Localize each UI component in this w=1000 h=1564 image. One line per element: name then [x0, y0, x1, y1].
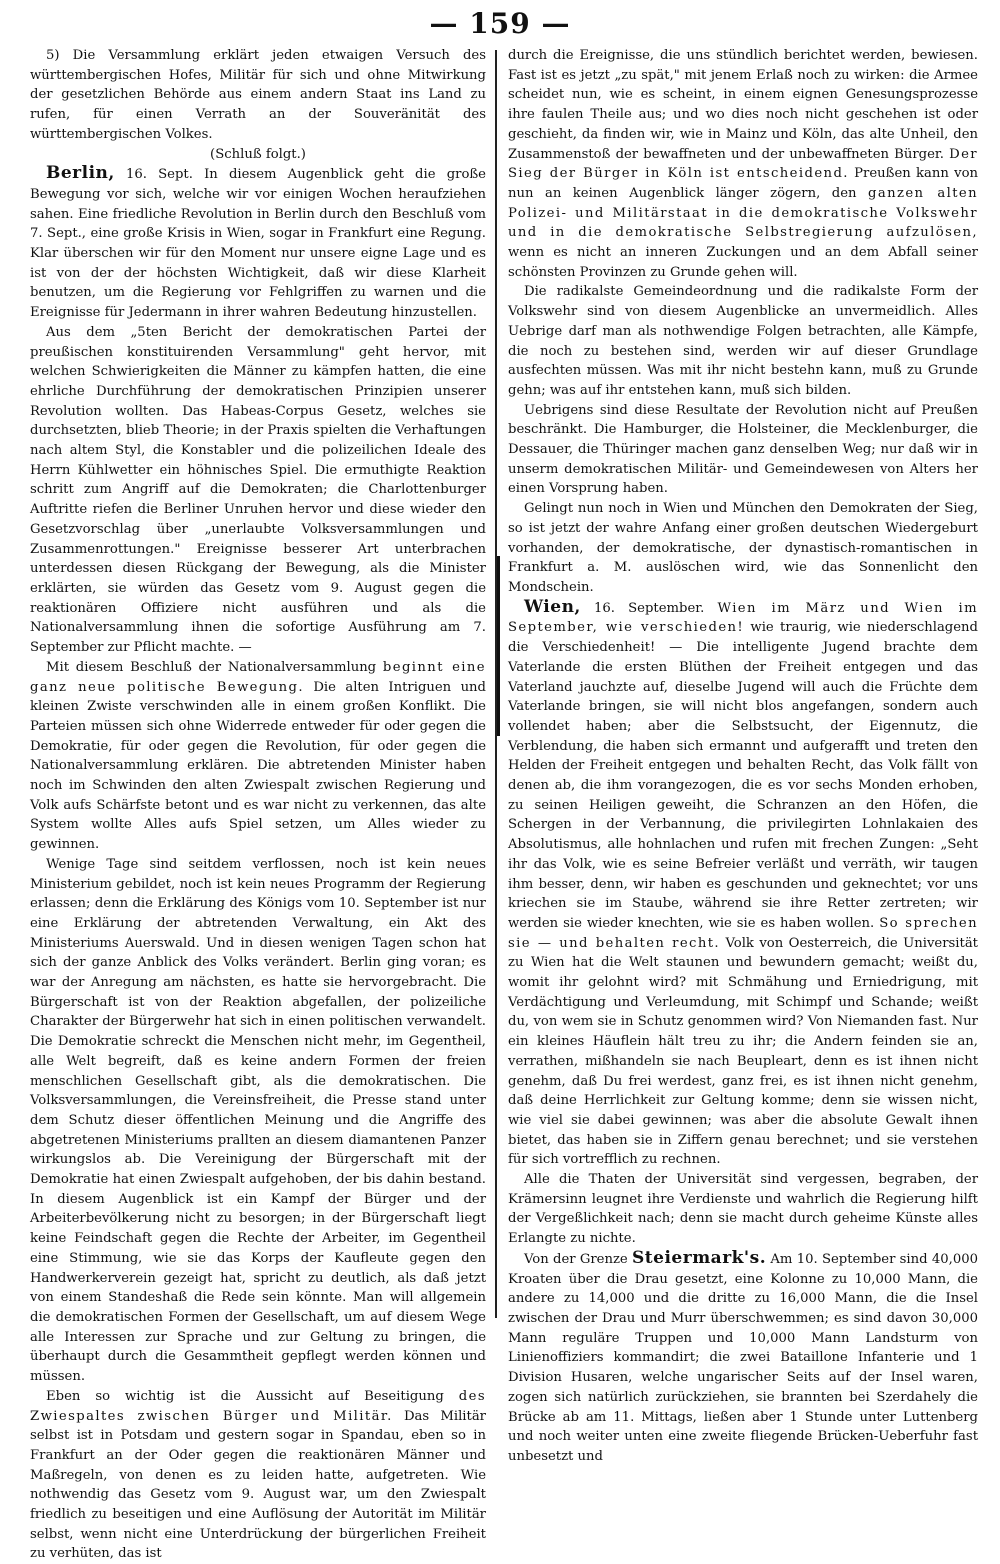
paragraph-events [508, 46, 978, 282]
text-run: Preußen kann von nun an keinen Augenblick länger zögern, den [508, 166, 978, 201]
text-run: 16. September. [580, 600, 718, 616]
continuation-note: (Schluß folgt.) [210, 146, 306, 162]
dateline-wien: Wien, [524, 596, 581, 617]
paragraph-gemeindeordnung: Die radikalste Gemeindeordnung und die radikalste Form der Volkswehr sind von diesem Augenblicke an unvermeidlich. Alles Uebrige darf man als nothwendige Folgen betrachten, alle Kämpfe, die noch zu bestehen sind, werden wir auf dieser Grundlage ausfechten müssen. Was mit ihr nicht bestehn kann, muß zu Grunde gehn; was auf ihr entstehen kann, muß sich bilden. [508, 284, 978, 398]
paragraph-resolution-5: 5) Die Versammlung erklärt jeden etwaigen Versuch des württembergischen Hofes, Militär für sich und ohne Mitwirkung der gesetzlichen Behörde aus einem andern Staat ins Land zu rufen, für einen Verrath an der Souveränität des württembergischen Volkes. [30, 48, 486, 142]
text-run: Von der Grenze [524, 1251, 633, 1267]
text-run: Volk von Oesterreich, die Universität zu Wien hat die Welt staunen und bewundern gemacht; weißt du, womit ihr gelohnt wird? mit Schmähung und Erniedrigung, mit Verdächtigung und Verleumdung, mit Schimpf und Schande; weißt du, von wem sie in Schutz genommen wird? Von Niemanden fast. Nur ein kleines Häuflein hält treu zu ihr; die Andern feinden sie an, verrathen, mißhandeln sie nach Beupleart, denn es ist ihnen nicht genehm, daß Du frei werdest, ganz frei, es ist ihnen nicht genehm, daß deine Herrlichkeit zur Geltung komme; denn sie wissen nicht, wie viel sie dabei gewinnen; was aber die absolute Gewalt ihnen bietet, das haben sie in Ziffern genau berechnet; und sie verstehen für sich vortrefflich zu rechnen. [508, 935, 978, 1168]
dateline-berlin: Berlin, [46, 163, 115, 184]
paragraph-universitaet: Alle die Thaten der Universität sind vergessen, begraben, der Krämersinn leugnet ihre Verdienste und wahrlich die Regierung hilft der Vergeßlichkeit nach; denn sie macht durch geheime Künste alles Erlangte zu nichte. [508, 1172, 978, 1247]
text-run: Die alten Intriguen und kleinen Zwiste verschwinden alle in einem großen Konflikt. Die Parteien müssen sich ohne Widerrede entweder für oder gegen die Demokratie, für oder gegen die Revolution, für oder gegen die Nationalversammlung erklären. Die abtretenden Minister haben noch im Schwinden den alten Zwiespalt zwischen Regierung und Volk aufs Schärfste betont und es war nicht zu verkennen, das alte System wollte Alles aufs Spiel setzen, um Alles wieder zu gewinnen. [30, 679, 486, 853]
paragraph-new-movement [30, 658, 486, 855]
dateline-steiermark: Steiermark's. [632, 1247, 767, 1268]
paragraph-military [30, 1387, 486, 1564]
emphasis-text: Wien im März und Wien im September, wie verschieden! [508, 600, 978, 636]
text-run: Das Militär selbst ist in Potsdam und gestern sogar in Spandau, eben so in Frankfurt an der Oder gegen die reaktionären Männer und Maßregeln, von denen es zu leiden hatte, aufgetreten. Wie nothwendig das Gesetz vom 9. August war, um den Zwiespalt friedlich zu beseitigen und eine Auflösung der Autorität im Militär selbst, wenn nicht eine Unterdrückung der bürgerlichen Freiheit zu verhüten, das ist [30, 1408, 486, 1562]
text-run: wenn es nicht an inneren Zuckungen und an dem Abfall seiner schönsten Provinzen zu Grunde gehen will. [508, 245, 978, 280]
text-run: Mit diesem Beschluß der Nationalversammlung [46, 659, 383, 675]
paragraph-steiermark [508, 1249, 978, 1467]
paragraph-wien-dateline [508, 598, 978, 1170]
paragraph-wien-muenchen: Gelingt nun noch in Wien und München den Demokraten der Sieg, so ist jetzt der wahre Anfang einer großen deutschen Wiedergeburt vorhanden, der demokratische, der dynastisch-romantischen in Frankfurt a. M. auslöschen wird, wie das Sonnenlicht den Mondschein. [508, 501, 978, 595]
emphasis-text: des Zwiespaltes zwischen Bürger und Militär. [30, 1388, 486, 1424]
text-run: Eben so wichtig ist die Aussicht auf Beseitigung [46, 1388, 459, 1404]
text-run: durch die Ereignisse, die uns stündlich berichtet werden, bewiesen. Fast ist es jetzt „zu spät," mit jenem Erlaß noch zu wirken: die Armee scheidet nun, wie es scheint, in einem eignen Genesungsprozesse ihre faulen Theile aus; und wo dies noch nicht geschehen ist oder geschieht, da finden wir, wie in Mainz und Köln, das alte Unheil, den Zusammenstoß der bewaffneten und der unbewaffneten Bürger. [508, 48, 978, 162]
berlin-text: 16. Sept. In diesem Augenblick geht die große Bewegung vor sich, welche wir vor einigen Wochen heraufziehen sahen. Eine friedliche Revolution in Berlin durch den Beschluß vom 7. Sept., eine große Krisis in Wien, sogar in Frankfurt eine Regung. Klar überschen wir für den Moment nur unsere eigne Lage und es ist von der der höchsten Wichtigkeit, daß wir diese Klarheit benutzen, um die Regierung vor Fehlgriffen zu warnen und die Ereignisse für Jedermann in ihrer wahren Bedeutung hinzustellen. [30, 167, 486, 321]
emphasis-text: Der Sieg der Bürger in Köln ist entscheidend. [508, 146, 978, 182]
emphasis-text: beginnt eine ganz neue politische Bewegung. [30, 659, 486, 695]
paragraph-results: Uebrigens sind diese Resultate der Revolution nicht auf Preußen beschränkt. Die Hamburger, die Holsteiner, die Mecklenburger, die Dessauer, die Thüringer machen ganz denselben Weg; nur daß wir in unserm demokratischen Militär- und Gemeindewesen von Alters her einen Vorsprung haben. [508, 402, 978, 497]
emphasis-text: So sprechen sie — und behalten recht. [508, 915, 979, 951]
emphasis-text: ganzen alten Polizei- und Militärstaat in die demokratische Volkswehr und in die demokratische Selbstregierung aufzulösen, [508, 185, 978, 241]
left-column [30, 46, 486, 1562]
text-run: wie traurig, wie niederschlagend die Verschiedenheit! — Die intelligente Jugend brachte dem Vaterlande die ersten Blüthen der Freiheit entgegen und das Vaterland jauchzte auf, dieselbe Jugend will auch die Früchte dem Vaterlande bringen, sie will nicht blos angefangen, sondern auch vollendet haben; aber die Selbstsucht, der Eigennutz, die Verblendung, die haben sich ermannt und aufgerafft und treten den Helden der Freiheit entgegen und behalten Recht, das Volk fällt von denen ab, die ihm vorangezogen, die es vor sechs Monden erhoben, zu seinen Heiligen geweiht, die Schranzen an den Höfen, die Schergen in der Verbannung, die privilegirten Lohnlakaien des Absolutismus, alle hohnlachen und rufen mit frechen Zungen: „Seht ihr das Volk, wie es seine Befreier verläßt und verräth, wir taugen ihm besser, denn, wir haben es geschunden und geknechtet; vor uns kriechen sie im Staube, während sie ihre Retter zertreten; wir werden sie wieder knechten, wie sie es haben wollen. [508, 620, 978, 931]
paragraph-ministry: Wenige Tage sind seitdem verflossen, noch ist kein neues Ministerium gebildet, noch ist kein neues Programm der Regierung erlassen; denn die Erklärung des Königs vom 10. September ist nur eine Erklärung der abtretenden Verwaltung, ein Akt des Ministeriums Auerswald. Und in diesen wenigen Tagen schon hat sich der ganze Anblick des Volks verändert. Berlin ging voran; es war der Anregung am nächsten, es hatte sie hervorgebracht. Die Bürgerschaft ist von der Reaktion abgefallen, der polizeiliche Charakter der Bürgerwehr hat sich in einen politischen verwandelt. Die Demokratie schreckt die Menschen nicht mehr, im Gegentheil, alle Welt begreift, daß es keine andern Formen der freien menschlichen Gesellschaft gibt, als die demokratischen. Die Volksversammlungen, die Vereinsfreiheit, die Presse stand unter dem Schutz dieser öffentlichen Meinung und die Angriffe des abgetretenen Ministeriums prallten an diesem diamantenen Panzer wirkungslos ab. Die Vereinigung der Bürgerschaft mit der Demokratie hat einen Zwiespalt aufgehoben, der bis dahin bestand. In diesem Augenblick ist ein Kampf der Bürger und der Arbeiterbevölkerung nicht zu besorgen; in der Bürgerschaft liegt keine Feindschaft gegen die Rechte der Arbeiter, im Gegentheil eine Stimmung, wie sie das Korps der Kaufleute gegen den Handwerkerverein gezeigt hat, spricht zu deutlich, als daß jetzt von einem Standeshaß die Rede sein könnte. Man will allgemein die demokratischen Formen der Gesellschaft, um auf diesem Wege alle Interessen zur Sprache und zur Geltung zu bringen, die überhaupt durch die Gesammtheit gepflegt werden können und müssen. [30, 856, 486, 1385]
text-run: Am 10. September sind 40,000 Kroaten über die Drau gesetzt, eine Kolonne zu 10,000 Mann, die andere zu 14,000 und die dritte zu 16,000 Mann, die die Insel zwischen der Drau und Murr überschwemmen; es sind davon 30,000 Mann reguläre Truppen und 10,000 Mann Landsturm von Linienoffiziers kommandirt; die zwei Bataillone Infanterie und 1 Division Husaren, welche ungarischer Seits auf der Insel waren, zogen sich natürlich zurückziehen, sie brannten bei Szerdahely die Brücke ab am 11. Mittags, ließen aber 1 Stunde unter Luttenberg und noch weiter unten eine zweite fliegende Brücken-Ueberfuhr fast unbesetzt und [508, 1251, 978, 1464]
right-column [508, 46, 979, 1464]
section-marker-rule [497, 556, 500, 736]
page-header [0, 4, 1000, 44]
page-number: — 159 — [429, 7, 571, 40]
paragraph-report: Aus dem „5ten Bericht der demokratischen Partei der preußischen konstituirenden Versammlung" geht hervor, mit welchen Schwierigkeiten die Männer zu kämpfen hatten, die eine ehrliche Durchführung der demokratischen Prinzipien unserer Revolution wollten. Das Habeas-Corpus Gesetz, welches sie durchsetzten, blieb Theorie; in der Praxis spielten die Verhaftungen nach altem Styl, die Konstabler und die polizeilichen Ideale des Herrn Kühlwetter ein höhnisches Spiel. Die ermuthigte Reaktion schritt zum Angriff auf die Demokraten; die Charlottenburger Auftritte riefen die Berliner Unruhen hervor und diese wieder den Gesetzvorschlag über „unerlaubte Volksversammlungen und Zusammenrottungen." Ereignisse besserer Art unterbrachen unterdessen diesen Rückgang der Bewegung, als die Minister erklärten, sie würden das Gesetz vom 9. August gegen die reaktionären Offiziere nicht ausführen und als die Nationalversammlung ihnen die sofortige Ausführung am 7. September zur Pflicht machte. — [30, 324, 486, 656]
paragraph-berlin-dateline [30, 164, 486, 323]
